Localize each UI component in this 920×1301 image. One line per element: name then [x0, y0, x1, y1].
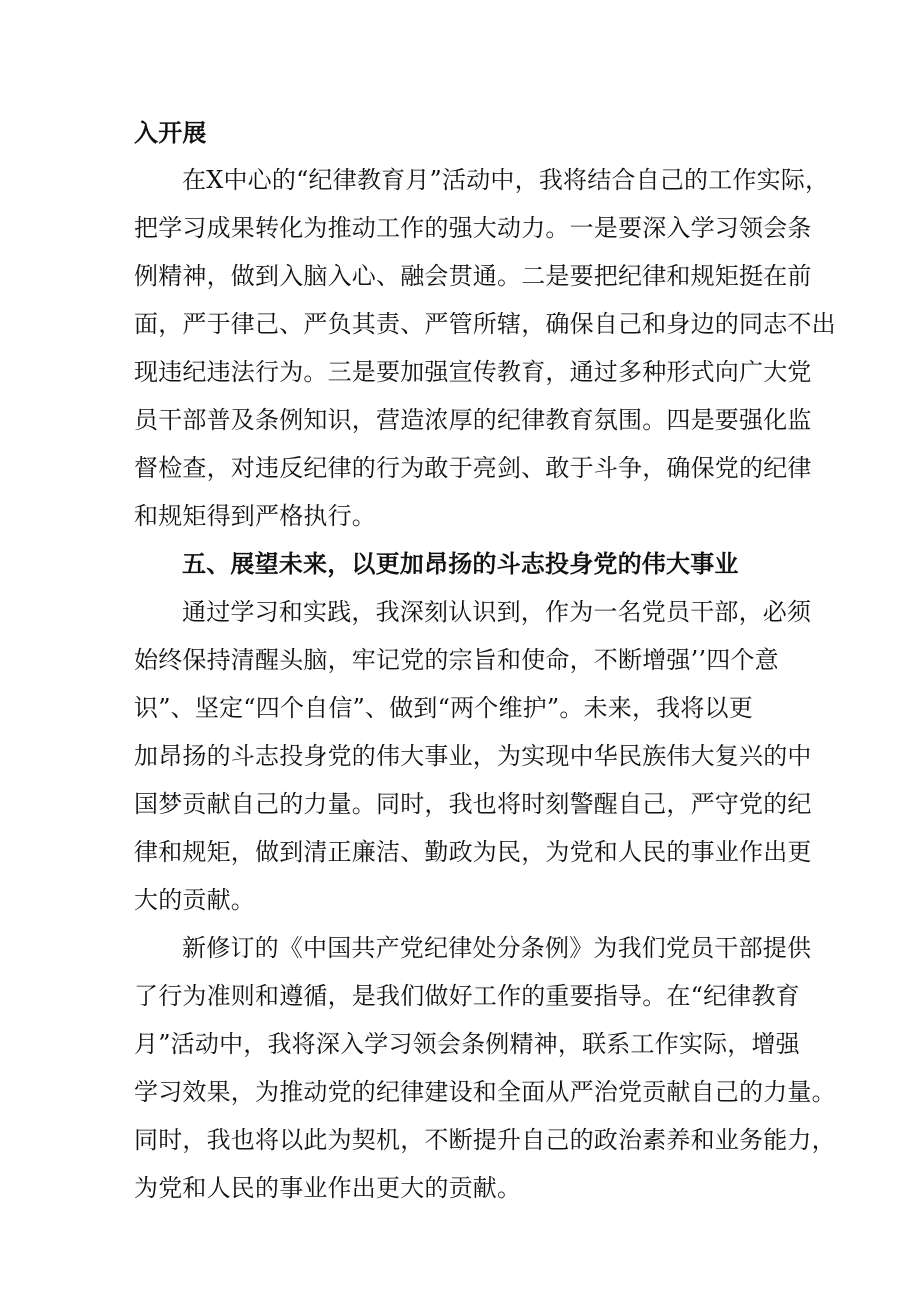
- paragraph-line: 律和规矩，做到清正廉洁、勤政为民，为党和人民的事业作出更: [134, 838, 812, 866]
- paragraph-line: 例精神，做到入脑入心、融会贯通。二是要把纪律和规矩挺在前: [134, 262, 812, 290]
- paragraph-line: 员干部普及条例知识，营造浓厚的纪律教育氛围。四是要强化监: [134, 406, 812, 434]
- paragraph-line: 同时，我也将以此为契机，不断提升自己的政治素养和业务能力，: [134, 1126, 836, 1154]
- paragraph-line: 通过学习和实践，我深刻认识到，作为一名党员干部，必须: [182, 598, 812, 626]
- paragraph-line: 现违纪违法行为。三是要加强宣传教育，通过多种形式向广大党: [134, 358, 812, 386]
- paragraph-line: 加昂扬的斗志投身党的伟大事业，为实现中华民族伟大复兴的中: [134, 742, 812, 770]
- paragraph-line: 在X中心的“纪律教育月”活动中，我将结合自己的工作实际，: [182, 166, 830, 194]
- paragraph-line: 了行为准则和遵循，是我们做好工作的重要指导。在“纪律教育: [134, 982, 800, 1010]
- paragraph-line: 识”、坚定“四个自信”、做到“两个维护”。未来，我将以更: [134, 694, 753, 722]
- paragraph-line: 面，严于律己、严负其责、严管所辖，确保自己和身边的同志不出: [134, 310, 836, 338]
- paragraph-line: 月”活动中，我将深入学习领会条例精神，联系工作实际，增强: [134, 1030, 800, 1058]
- paragraph-line: 督检查，对违反纪律的行为敢于亮剑、敢于斗争，确保党的纪律: [134, 454, 812, 482]
- paragraph-line: 为党和人民的事业作出更大的贡献。: [134, 1174, 522, 1202]
- paragraph-line: 把学习成果转化为推动工作的强大动力。一是要深入学习领会条: [134, 214, 812, 242]
- paragraph-line: 大的贡献。: [134, 886, 255, 914]
- paragraph-line: 学习效果，为推动党的纪律建设和全面从严治党贡献自己的力量。: [134, 1078, 836, 1106]
- paragraph-line: 和规矩得到严格执行。: [134, 502, 376, 530]
- section-heading: 五、展望未来，以更加昂扬的斗志投身党的伟大事业: [182, 550, 739, 578]
- paragraph-line: 始终保持清醒头脑，牢记党的宗旨和使命，不断增强’’四个意: [134, 646, 779, 674]
- section-heading-continued: 入开展: [134, 119, 207, 147]
- paragraph-line: 新修订的《中国共产党纪律处分条例》为我们党员干部提供: [182, 934, 812, 962]
- paragraph-line: 国梦贡献自己的力量。同时，我也将时刻警醒自己，严守党的纪: [134, 790, 812, 818]
